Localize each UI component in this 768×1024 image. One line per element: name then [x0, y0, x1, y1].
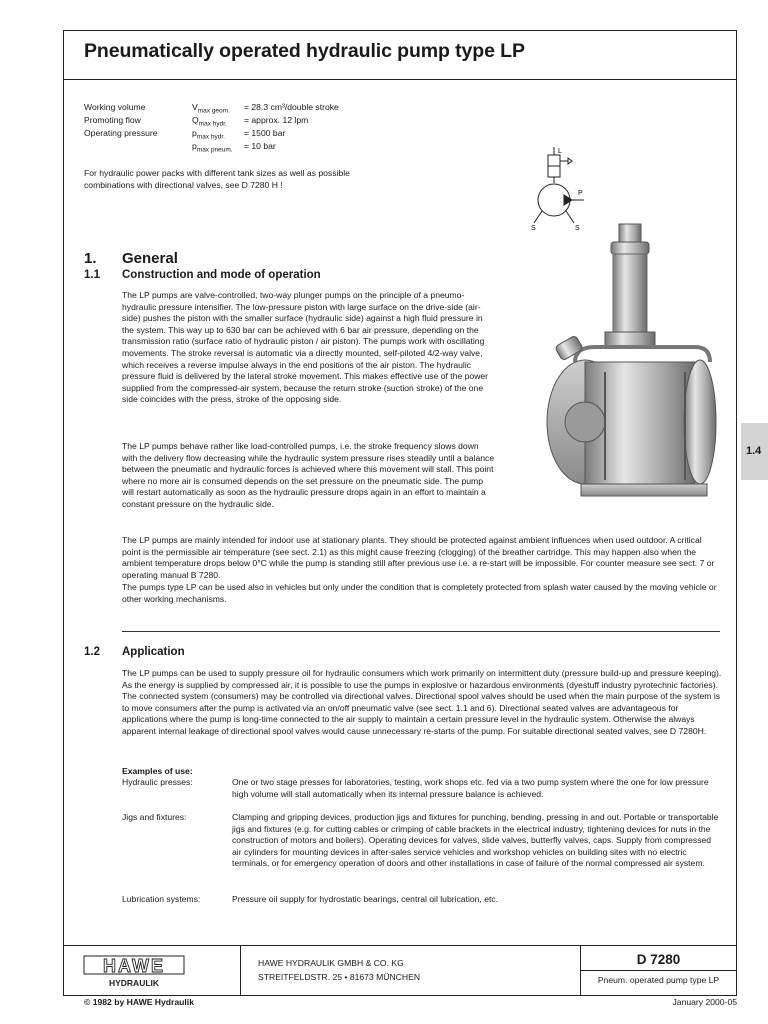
spec-symbol: $Q_{max hydr.}$	[192, 115, 227, 128]
title-divider	[63, 79, 737, 80]
paragraph: The LP pumps behave rather like load-controlled pumps, i.e. the stroke frequency slows down with the delivery flow decreasing while the hydraulic system pressure rises steadily until a balance between the pneumatic and hydraulic forces is achieved where this movement will stall. This point where no more air is consumed depends on the set pressure on the pneumatic side. The pump will restart automatically as soon as the hydraulic pressure drops again in an effort to maintain a constant pressure on the hydraulic side.	[122, 441, 495, 509]
document-name: Pneum. operated pump type LP	[597, 975, 720, 985]
section-tab-label: 1.4	[746, 445, 762, 457]
example-text: Pressure oil supply for hydrostatic bearings, central oil lubrication, etc.	[232, 894, 499, 904]
paragraph: The LP pumps are valve-controlled, two-way plunger pumps on the principle of a pneumo-hydraulic pressure intensifier. The low-pressure piston with large surface on the drive-side (air-side) pushes the piston with the smaller surface (hydraulic side) against a high fluid pressure in the system. This way up to 630 bar can be achieved with 6 bar air pressure, depending on the transmission ratio (surface ratio of hydraulic piston / air piston). The pumps work with oscillating movements. The stroke reversal is automatic via a directly mounted, self-piloted 4/2-way valve, which receives a reverse impulse always in the end positions of the air piston. The hydraulic pressure fluid is delivered by the lateral stroke movement. This makes effective use of the power supplied from the compressed-air system, because the return stroke (suction stroke) of the one side coincides with the press, stroke of the opposing side.	[122, 290, 489, 405]
spec-value: = 10 bar	[244, 141, 276, 151]
example-label: Hydraulic presses:	[122, 777, 193, 787]
spec-label: Working volume	[84, 102, 146, 112]
example-text: One or two stage presses for laboratories, testing, work shops etc. fed via a two pump system where the one for low pressure high volume will stall automatically when its internal pressure balance is achieved.	[232, 777, 709, 799]
spec-symbol: $p_{max hydr.}$	[192, 128, 225, 141]
symbol-label-s: S	[531, 225, 536, 232]
hawe-logo	[82, 953, 186, 989]
example-label: Jigs and fixtures:	[122, 812, 187, 822]
pump-photo	[545, 222, 725, 522]
spec-symbol: $V_{max geom.}$	[192, 102, 230, 115]
company-name: HAWE HYDRAULIK GMBH & CO. KG	[258, 958, 404, 968]
section-tab[interactable]	[741, 423, 768, 480]
examples-heading: Examples of use:	[122, 766, 193, 776]
spec-label: Promoting flow	[84, 115, 141, 125]
subsection-number: 1.2	[84, 646, 100, 658]
spec-label: Operating pressure	[84, 128, 158, 138]
reference-note: For hydraulic power packs with different tank sizes as well as possible combinations with directional valves, see D 7280 H !	[84, 168, 350, 190]
subsection-number: 1.1	[84, 269, 100, 281]
paragraph: The LP pumps can be used to supply pressure oil for hydraulic consumers which work primarily on intermittent duty (pressure build-up and pressure keeping). As the energy is supplied by compressed air, it is possible to use the pumps in explosive or hazardous environments (dyestuff industry pyrotechnic factories). The connected system (consumers) may be controlled via directional valves. Directional spool valves should be used when the main purpose of the system is to move consumers after the pump is activated via an on/off pneumatic valve (see sect. 1.1 and 6). Directional seated valves are advantageous for applications where the pump is long-time connected to the air supply to maintain a certain pressure level in the hydraulic system. Otherwise the always apparent internal leakage of directional spool valves would cause unnecessary re-starts of the pump. For suitable directional seated valves, see D 7280H.	[122, 668, 722, 736]
copyright: © 1982 by HAWE Hydraulik	[84, 997, 194, 1007]
spec-symbol: $p_{max pneum.}$	[192, 141, 233, 154]
section-title: General	[122, 250, 178, 267]
example-label: Lubrication systems:	[122, 894, 201, 904]
subsection-title: Construction and mode of operation	[122, 269, 321, 281]
example-text: Clamping and gripping devices, production jigs and fixtures for punching, bending, pressing in and out. Portable or transportable jigs and fixtures (e.g. for cutting cables or crimping of cable brackets in the electrical industry, tightening devices for nuts in the construction of motors and boilers). Operating devices for valves, slide valves, butterfly valves, caps. Supply from compressed air cylinders for mounting devices in after-sales service vehicles and workshop vehicles on building sites with no electric terminals, or for emergency operation of doors and other installations in case of failure of the normal compressed air system.	[232, 812, 719, 869]
company-street: STREITFELDSTR. 25 • 81673 MÜNCHEN	[258, 972, 421, 982]
paragraph: The LP pumps are mainly intended for indoor use at stationary plants. They should be protected against ambient influences when used outdoor. A critical point is the permissible air temperature (see sect. 2.1) as this might cause freezing (clogging) of the breather cartridge. This may happen also when the ambient temperature drops below 0°C while the pump is standing still after previous use i.e. a re-start will be impossible. For counter measure see sect. 7 or operating manual B 7280.	[122, 535, 715, 580]
publication-date: January 2000-05	[672, 997, 737, 1007]
page-title: Pneumatically operated hydraulic pump type LP	[84, 40, 525, 62]
section-divider	[122, 631, 720, 632]
company-address	[258, 956, 420, 984]
symbol-label-s: S	[575, 225, 580, 232]
svg-text:HAWE: HAWE	[103, 956, 165, 976]
spec-value: = approx. 12 lpm	[244, 115, 309, 125]
subsection-title: Application	[122, 646, 185, 658]
footer-divider	[63, 945, 737, 946]
svg-text:HYDRAULIK: HYDRAULIK	[108, 978, 160, 988]
spec-value: = 1500 bar	[244, 128, 286, 138]
footer-divider	[240, 945, 241, 996]
document-number: D 7280	[636, 952, 681, 967]
paragraph: The pumps type LP can be used also in vehicles but only under the condition that is completely protected from splash water caused by the moving vehicle or other working mechanisms.	[122, 582, 717, 604]
symbol-label-p: P	[578, 190, 583, 197]
symbol-label-l: L	[558, 148, 562, 155]
section-number: 1.	[84, 250, 97, 267]
footer-divider	[580, 970, 737, 971]
spec-value: = 28.3 cm³/double stroke	[244, 102, 339, 112]
